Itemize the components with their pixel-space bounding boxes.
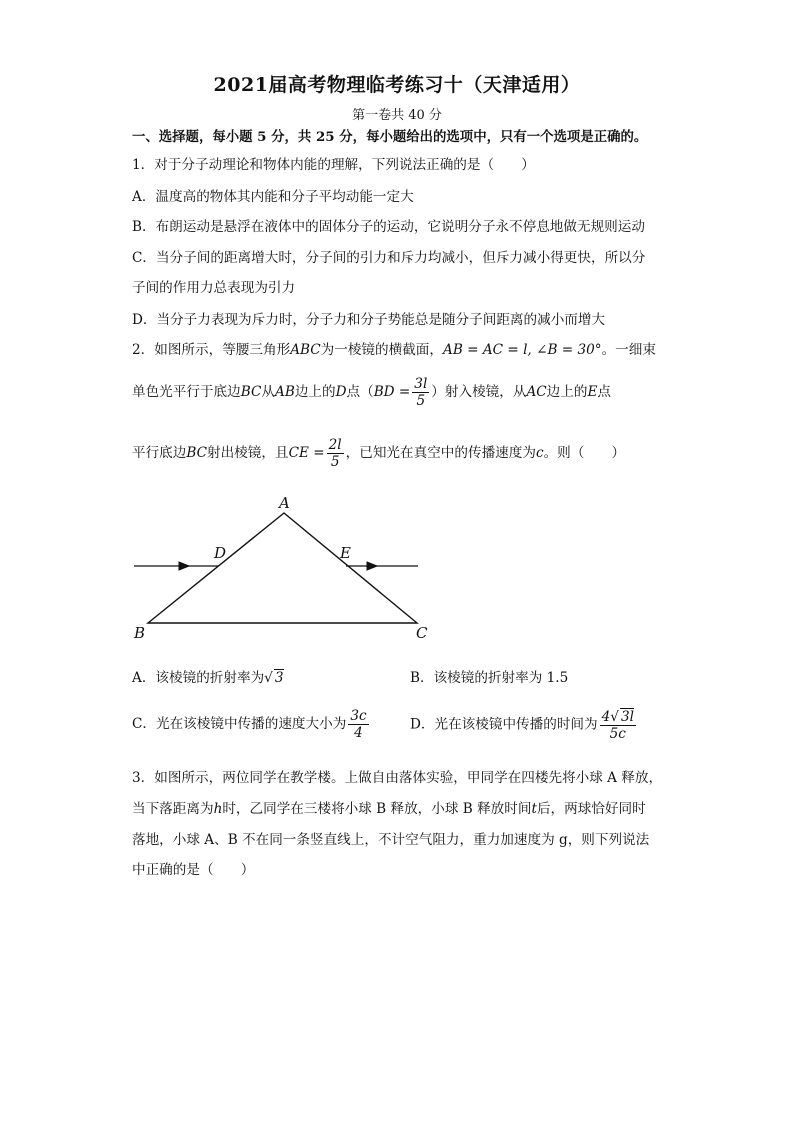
section-heading: 一、选择题，每小题 5 分，共 25 分，每小题给出的选项中，只有一个选项是正确的。 (132, 129, 648, 145)
q2-text: 点 (597, 384, 611, 400)
q2-math: AC (526, 384, 547, 400)
q2-text: 射出棱镜，且 (207, 445, 289, 461)
q1-option-a: A．温度高的物体其内能和分子平均动能一定大 (132, 189, 414, 205)
q3-math: h (213, 801, 223, 817)
q3-stem-line3: 落地，小球 A、B 不在同一条竖直线上，不计空气阻力，重力加速度为 g，则下列说法 (132, 832, 650, 848)
q2-option-b: B．该棱镜的折射率为 1.5 (410, 670, 569, 686)
q2-stem-line3 (132, 437, 625, 470)
prism-triangle (148, 513, 417, 623)
q3-stem-line4: 中正确的是（ ） (132, 862, 255, 878)
page-subtitle: 第一卷共 40 分 (352, 108, 442, 123)
q2-text: 单色光平行于底边 (132, 384, 241, 400)
q2-text: 从 (261, 384, 275, 400)
q2-text: 。则（ ） (543, 445, 626, 461)
fraction-numerator (600, 708, 636, 726)
q3-text: 时，乙同学在三楼将小球 B 释放，小球 B 释放时间 (222, 801, 532, 817)
point-label-e: E (340, 544, 351, 562)
q2-math: BC (240, 384, 262, 400)
q2-math: c (535, 445, 544, 461)
fraction-numerator: 2l (328, 437, 342, 453)
q3-stem-line1: 3．如图所示，两位同学在教学楼。上做自由落体实验，甲同学在四楼先将小球 A 释放， (132, 770, 663, 786)
fraction-2l-5 (327, 437, 344, 470)
option-text: C．光在该棱镜中传播的速度大小为 (132, 716, 347, 732)
q1-option-c-line1: C．当分子间的距离增大时，分子间的引力和斥力均减小，但斥力减小得更快，所以分 (132, 250, 646, 266)
prism-diagram (128, 492, 438, 644)
coefficient: 4 (601, 709, 611, 725)
q2-text: ）射入棱镜，从 (431, 384, 527, 400)
fraction-denominator: 5 (330, 454, 340, 470)
option-text: D．光在该棱镜中传播的时间为 (410, 716, 598, 733)
q2-math: D (335, 384, 347, 400)
q2-math: BC (186, 445, 208, 461)
q2-text: 。一细束 (601, 342, 656, 358)
fraction-numerator: 3c (350, 708, 367, 724)
q2-option-a (132, 666, 284, 686)
q2-math: AB (275, 384, 295, 400)
page-title: 2021届高考物理临考练习十（天津适用） (213, 74, 581, 96)
q1-option-d: D．当分子力表现为斥力时，分子力和分子势能总是随分子间距离的减小而增大 (132, 312, 606, 328)
q2-text: 点（ (346, 384, 374, 400)
q2-text: 边上的 (546, 384, 588, 400)
q2-text: ，已知光在真空中的传播速度为 (345, 445, 536, 461)
sqrt-symbol: √ (610, 709, 619, 725)
fraction-3c-4 (348, 708, 368, 741)
q1-option-c-line2: 子间的作用力总表现为引力 (132, 280, 296, 296)
q2-text: 边上的 (294, 384, 336, 400)
fraction-denominator: 4 (354, 725, 363, 741)
q2-math: E (587, 384, 598, 400)
sqrt-radicand: 3l (620, 709, 634, 725)
vertex-label-a: A (279, 494, 290, 512)
q2-option-d (410, 708, 638, 742)
q2-text: 为一棱镜的横截面， (320, 342, 443, 358)
q2-math: BD = (373, 384, 411, 400)
fraction-4sqrt3l-5c (600, 708, 636, 742)
option-text: A．该棱镜的折射率为 (132, 670, 265, 686)
q3-math: t (531, 801, 537, 817)
q1-stem: 1．对于分子动理论和物体内能的理解，下列说法正确的是（ ） (132, 157, 535, 173)
fraction-denominator: 5 (416, 393, 426, 409)
q3-text: 当下落距离为 (132, 801, 214, 817)
q2-text: 2．如图所示，等腰三角形 (132, 342, 291, 358)
sqrt-radicand: 3 (274, 670, 284, 686)
vertex-label-b: B (134, 624, 146, 642)
q2-option-c (132, 708, 371, 741)
q3-text: 后，两球恰好同时 (536, 801, 646, 817)
q2-math: CE = (288, 445, 325, 461)
q2-math: AB = AC = l, ∠B = 30° (443, 342, 602, 358)
fraction-numerator: 3l (414, 376, 428, 392)
q2-stem-line2 (132, 376, 611, 409)
fraction-3l-5 (412, 376, 429, 409)
fraction-denominator: 5c (609, 726, 626, 742)
q3-stem-line2 (132, 797, 646, 817)
point-label-d: D (214, 544, 227, 562)
vertex-label-c: C (416, 624, 428, 642)
q2-text: 平行底边 (132, 445, 187, 461)
q1-option-b: B．布朗运动是悬浮在液体中的固体分子的运动，它说明分子永不停息地做无规则运动 (132, 219, 645, 235)
q2-math: ABC (290, 342, 321, 358)
q2-stem-line1 (132, 338, 656, 358)
sqrt-symbol: √ (264, 670, 273, 686)
